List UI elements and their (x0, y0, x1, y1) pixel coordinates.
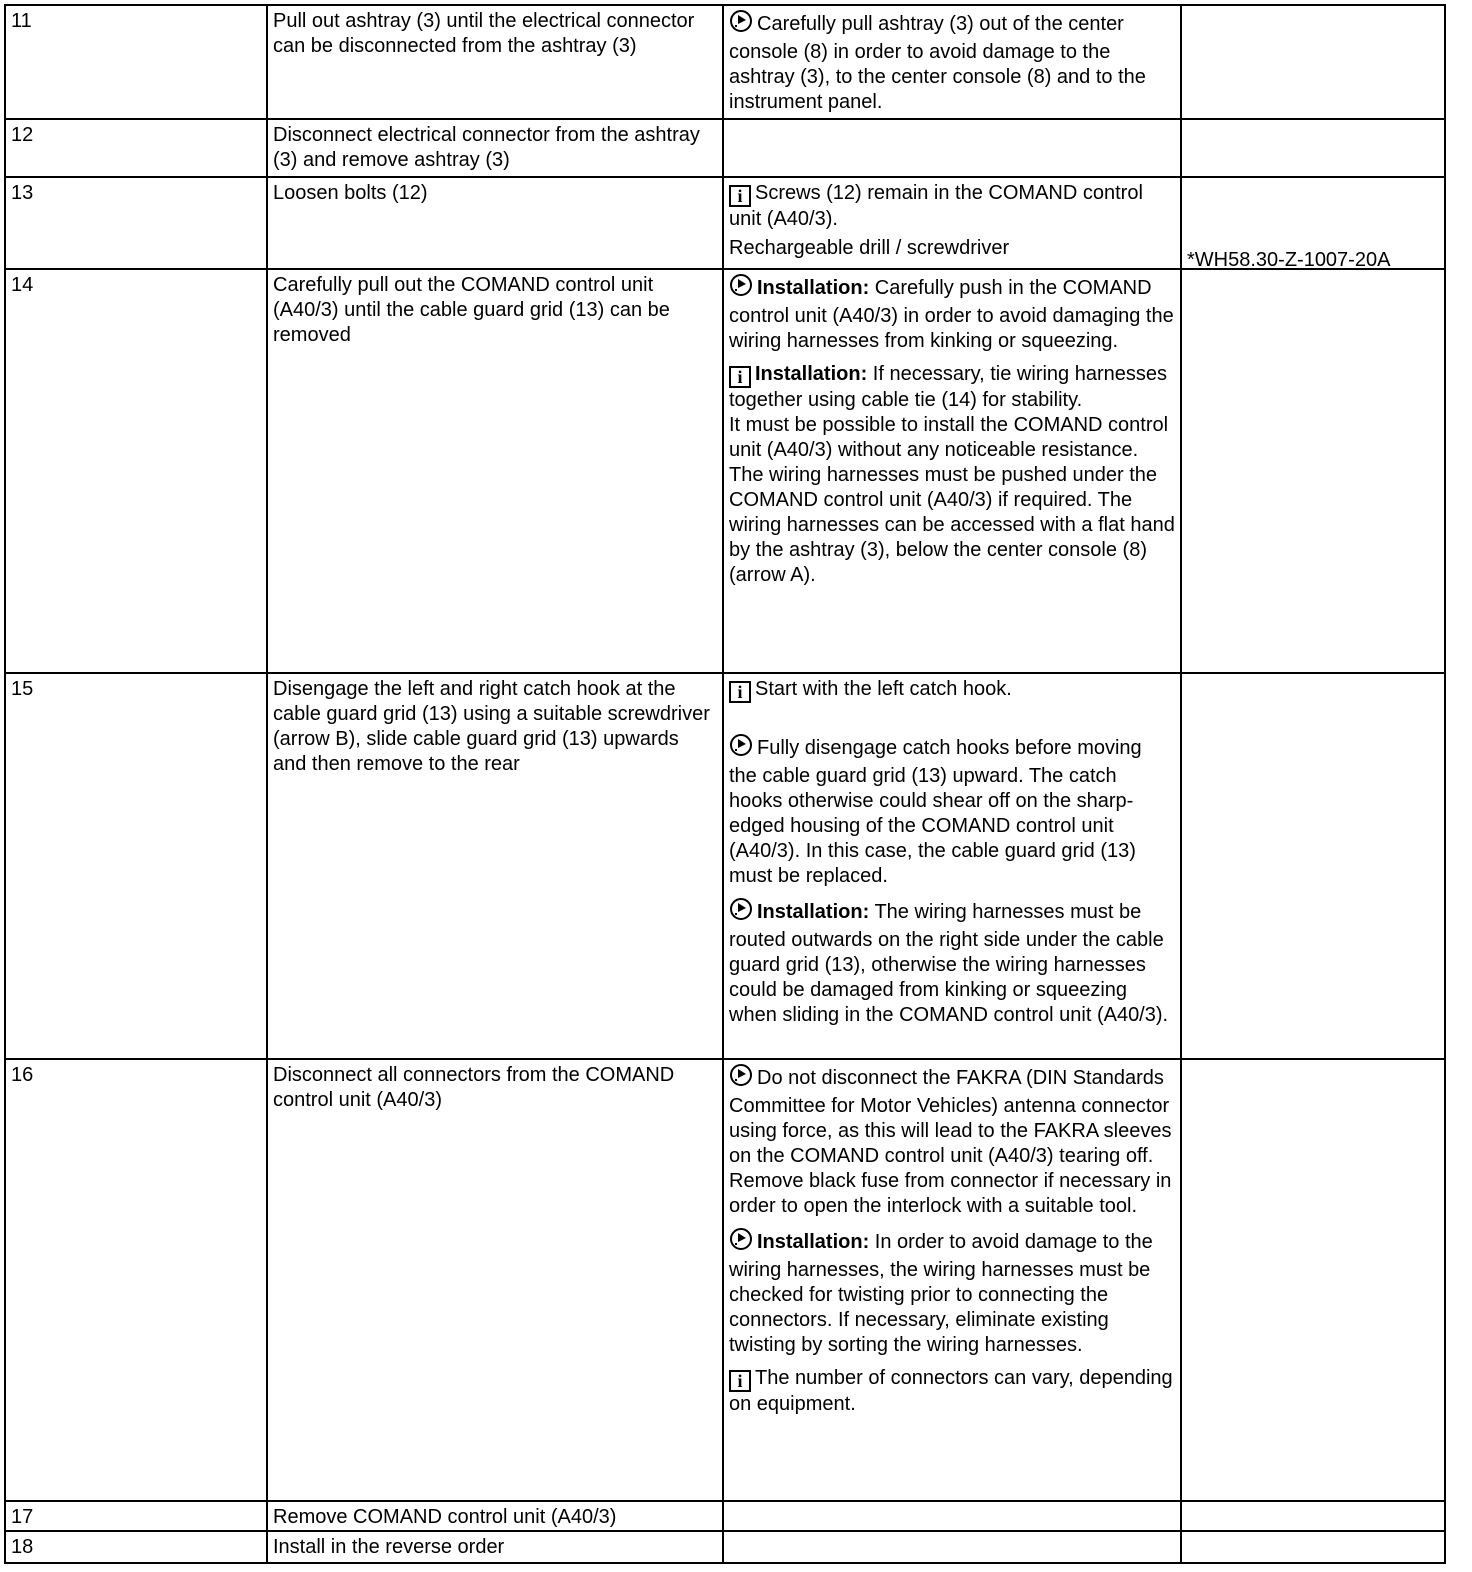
note-text: The number of connectors can vary, depending on equipment. (729, 1367, 1173, 1415)
info-icon: i (729, 366, 751, 388)
step-notes (724, 6, 1182, 118)
table-row (6, 270, 1446, 674)
note (729, 1063, 1175, 1219)
table-row (6, 674, 1446, 1060)
caution-icon (729, 733, 753, 764)
note-text: Rechargeable drill / screwdriver (729, 237, 1010, 259)
note-extra: It must be possible to install the COMAND control unit (A40/3) without any noticeable resistance. The wiring harnesses must be pushed under the COMAND control unit (A40/3) if required. The wiring harnesses can be accessed with a flat hand by the ashtray (3), below the center console (8) (arrow A). (729, 414, 1175, 586)
note (729, 273, 1175, 354)
step-number: 14 (6, 270, 268, 672)
step-number: 12 (6, 120, 268, 176)
note (729, 181, 1175, 232)
note-text: The wiring harnesses must be routed outwards on the right side under the cable guard grid (13), otherwise the wiring harnesses could be damaged from kinking or squeezing when sliding in the COMAND control unit (A40/3). (729, 901, 1169, 1026)
note (729, 362, 1175, 588)
tool-number (1182, 270, 1446, 672)
step-notes (724, 270, 1182, 672)
tool-number (1182, 1532, 1446, 1562)
step-action: Carefully pull out the COMAND control unit (A40/3) until the cable guard grid (13) can be removed (268, 270, 724, 672)
caution-icon (729, 1063, 753, 1094)
tool-number (1182, 1502, 1446, 1530)
note-text: Carefully push in the COMAND control unit (A40/3) in order to avoid damaging the wiring harnesses from kinking or squeezing. (729, 277, 1174, 352)
note-text: Start with the left catch hook. (755, 678, 1012, 700)
table-row (6, 1060, 1446, 1502)
table-row (6, 1532, 1446, 1564)
step-notes (724, 1060, 1182, 1500)
note (729, 1227, 1175, 1358)
info-icon: i (729, 1370, 751, 1392)
step-action: Remove COMAND control unit (A40/3) (268, 1502, 724, 1530)
info-icon: i (729, 681, 751, 703)
note-text: Carefully pull ashtray (3) out of the center console (8) in order to avoid damage to the ashtray (3), to the center console (8) and to the instrument panel. (729, 13, 1146, 113)
step-action: Disconnect all connectors from the COMAND control unit (A40/3) (268, 1060, 724, 1500)
note (729, 897, 1175, 1028)
step-notes (724, 674, 1182, 1058)
step-action: Loosen bolts (12) (268, 178, 724, 268)
step-action: Disengage the left and right catch hook at the cable guard grid (13) using a suitable screwdriver (arrow B), slide cable guard grid (13) upwards and then remove to the rear (268, 674, 724, 1058)
procedure-table (4, 4, 1446, 1564)
caution-icon (729, 897, 753, 928)
tool-number-text: *WH58.30-Z-1007-20A (1187, 249, 1391, 271)
note-lead: Installation: (757, 277, 870, 299)
step-notes (724, 120, 1182, 176)
step-notes (724, 1532, 1182, 1562)
step-notes (724, 1502, 1182, 1530)
tool-number (1182, 120, 1446, 176)
step-number: 15 (6, 674, 268, 1058)
tool-number (1182, 178, 1446, 271)
caution-icon (729, 1227, 753, 1258)
caution-icon (729, 9, 753, 40)
note-text: Screws (12) remain in the COMAND control unit (A40/3). (729, 182, 1143, 230)
note (729, 236, 1175, 261)
step-number: 16 (6, 1060, 268, 1500)
step-action: Disconnect electrical connector from the ashtray (3) and remove ashtray (3) (268, 120, 724, 176)
note (729, 733, 1175, 889)
note-lead: Installation: (755, 363, 868, 385)
note (729, 1366, 1175, 1417)
note-text: Do not disconnect the FAKRA (DIN Standards Committee for Motor Vehicles) antenna connector using force, as this will lead to the FAKRA sleeves on the COMAND control unit (A40/3) tearing off. Remove black fuse from connector if necessary in order to open the interlock with a suitable tool. (729, 1067, 1172, 1217)
info-icon: i (729, 185, 751, 207)
note-text: If necessary, tie wiring harnesses together using cable tie (14) for stability. (729, 363, 1167, 411)
table-row (6, 1502, 1446, 1532)
table-row (6, 120, 1446, 178)
note-lead: Installation: (757, 901, 870, 923)
tool-number (1182, 6, 1446, 118)
caution-icon (729, 273, 753, 304)
step-number: 13 (6, 178, 268, 268)
step-number: 18 (6, 1532, 268, 1562)
note (729, 677, 1175, 725)
note-spacer (729, 703, 1175, 725)
step-number: 17 (6, 1502, 268, 1530)
tool-number (1182, 674, 1446, 1058)
step-notes (724, 178, 1182, 268)
note-text: Fully disengage catch hooks before moving the cable guard grid (13) upward. The catch hooks otherwise could shear off on the sharp-edged housing of the COMAND control unit (A40/3). In this case, the cable guard grid (13) must be replaced. (729, 737, 1142, 887)
step-action: Install in the reverse order (268, 1532, 724, 1562)
step-action: Pull out ashtray (3) until the electrical connector can be disconnected from the ashtray (3) (268, 6, 724, 118)
step-number: 11 (6, 6, 268, 118)
table-row (6, 6, 1446, 120)
note-text: In order to avoid damage to the wiring harnesses, the wiring harnesses must be checked for twisting prior to connecting the connectors. If necessary, eliminate existing twisting by sorting the wiring harnesses. (729, 1231, 1153, 1356)
note (729, 9, 1175, 115)
tool-number (1182, 1060, 1446, 1500)
table-row (6, 178, 1446, 270)
note-lead: Installation: (757, 1231, 870, 1253)
